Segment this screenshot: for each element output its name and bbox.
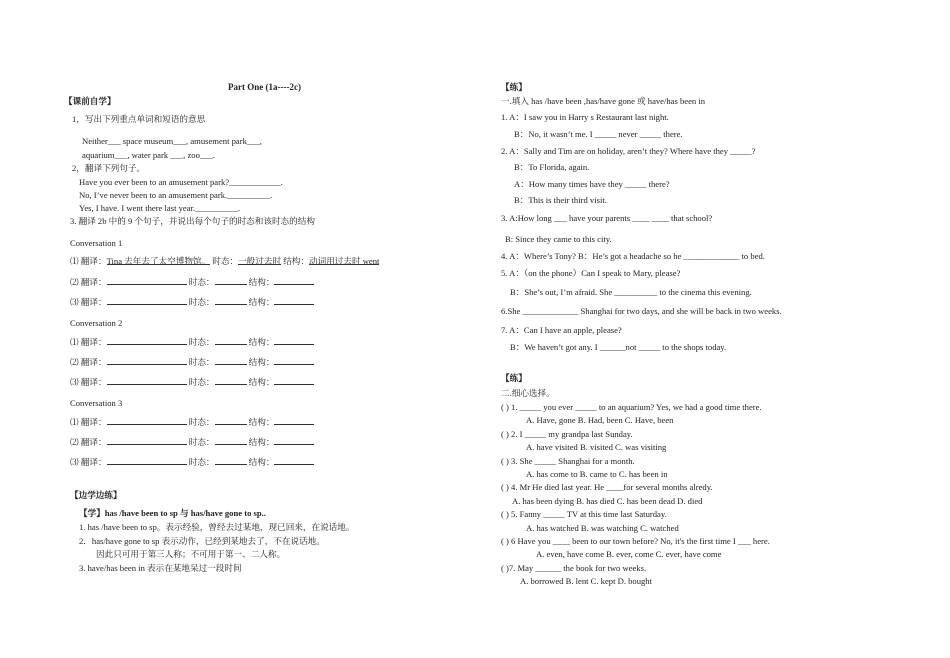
conversation-heading: Conversation 3 xyxy=(70,398,123,408)
exercise-1-line: A：How many times have they _____ there? xyxy=(514,179,670,189)
exercise-1-line: B：We haven’t got any. I ______not _____ to the shops today. xyxy=(510,342,727,352)
sentence-3: Yes, I have. I went there last year.__________. xyxy=(79,203,241,213)
structure-blank[interactable] xyxy=(274,456,314,465)
exercise-2-options: A. Have, gone B. Had, been C. Have, been xyxy=(526,415,674,426)
structure-label: 结构： xyxy=(248,357,275,367)
tense-blank[interactable] xyxy=(215,296,247,305)
tense-blank[interactable] xyxy=(215,436,247,445)
structure-blank[interactable] xyxy=(274,416,314,425)
exercise-2-question: ( ) 2. I _____ my grandpa last Sunday. xyxy=(501,428,633,439)
structure-label: 结构： xyxy=(248,377,275,387)
exercise-2-question: ( ) 4. Mr He died last year. He ____for several months alredy. xyxy=(501,482,713,493)
exercise-1-title: 一.填入 has /have been ,has/have gone 或 have/has been in xyxy=(501,96,706,106)
structure-label: 结构： xyxy=(283,256,309,266)
conversation-heading: Conversation 2 xyxy=(70,318,123,328)
exercise-2-question: ( ) 3. She _____ Shanghai for a month. xyxy=(501,455,635,466)
tense-label: 时态： xyxy=(212,256,239,266)
structure-label: 结构： xyxy=(248,437,275,447)
tense-label: 时态： xyxy=(188,337,215,347)
translation-row xyxy=(70,436,314,448)
translation-blank[interactable] xyxy=(107,436,187,445)
row-number: ⑴ xyxy=(70,417,79,427)
translation-label: 翻译： xyxy=(80,437,107,447)
structure-blank[interactable] xyxy=(274,296,314,305)
row-number: ⑴ xyxy=(70,256,79,266)
translation-label: 翻译： xyxy=(80,457,107,467)
exercise-1-line: 6.She _____________ Shanghai for two days, and she will be back in two weeks. xyxy=(501,306,782,316)
page-title: Part One (1a----2c) xyxy=(228,82,301,92)
structure-label: 结构： xyxy=(248,417,275,427)
task-1-instruction: 1，写出下列重点单词和短语的意思 xyxy=(72,114,206,124)
tense-label: 时态： xyxy=(188,277,215,287)
structure-blank[interactable]: 动词用过去时 went xyxy=(309,256,380,266)
exercise-2-question: ( ) 6 Have you ____ been to our town before? No, it's the first time I ___ here. xyxy=(501,536,770,546)
exercise-1-line: 1. A：I saw you in Harry s Restaurant last night. xyxy=(501,112,669,122)
structure-blank[interactable] xyxy=(274,356,314,365)
tense-blank[interactable] xyxy=(215,276,247,285)
practice-header-1: 【练】 xyxy=(501,82,527,92)
exercise-1-line: 2. A：Sally and Tim are on holiday, aren’t they? Where have they _____? xyxy=(501,146,756,156)
tense-blank[interactable] xyxy=(215,416,247,425)
sentence-1: Have you ever been to an amusement park?____________. xyxy=(79,177,283,187)
tense-label: 时态： xyxy=(188,437,215,447)
exercise-1-line: 7. A：Can I have an apple, please? xyxy=(501,325,622,335)
row-number: ⑵ xyxy=(70,277,79,287)
translation-row xyxy=(70,356,314,368)
translation-blank[interactable] xyxy=(107,416,187,425)
translation-label: 翻译： xyxy=(80,277,107,287)
learn-point-2: 2．has/have gone to sp 表示动作，已经到某地去了，不在说话地。 xyxy=(79,536,325,546)
exercise-1-line: B：This is their third visit. xyxy=(514,195,607,205)
tense-blank[interactable] xyxy=(215,356,247,365)
task-2-instruction: 2，翻译下列句子。 xyxy=(72,163,146,173)
exercise-2-options: A. even, have come B. ever, come C. ever, have come xyxy=(536,549,722,560)
exercise-1-line: B：She’s out, I’m afraid. She __________ to the cinema this evening. xyxy=(510,287,752,297)
tense-blank[interactable] xyxy=(215,336,247,345)
exercise-1-line: B: Since they came to this city. xyxy=(505,234,612,244)
structure-blank[interactable] xyxy=(274,336,314,345)
exercise-1-line: 3. A:How long ___ have your parents ____ ____ that school? xyxy=(501,213,713,223)
row-number: ⑶ xyxy=(70,457,79,467)
translation-blank[interactable]: Tina 去年去了太空博物馆。 xyxy=(106,256,211,266)
translation-label: 翻译： xyxy=(80,297,107,307)
tense-label: 时态： xyxy=(188,357,215,367)
translation-row xyxy=(70,256,379,267)
tense-blank[interactable] xyxy=(215,376,247,385)
exercise-2-options: A. has watched B. was watching C. watched xyxy=(526,522,679,533)
structure-label: 结构： xyxy=(248,277,275,287)
translation-label: 翻译： xyxy=(80,377,107,387)
exercise-1-line: 5. A：（on the phone）Can I speak to Mary, please? xyxy=(501,268,681,278)
exercise-2-options: A. has come to B. came to C. has been in xyxy=(526,469,668,479)
translation-blank[interactable] xyxy=(107,376,187,385)
sentence-2: No, I’ve never been to an amusement park.__________. xyxy=(79,190,273,200)
exercise-2-options: A. has been dying B. has died C. has been dead D. died xyxy=(512,495,703,506)
exercise-2-options: A. borrowed B. lent C. kept D. bought xyxy=(520,576,652,587)
translation-blank[interactable] xyxy=(107,456,187,465)
tense-label: 时态： xyxy=(188,297,215,307)
translation-row xyxy=(70,296,314,308)
structure-label: 结构： xyxy=(248,337,275,347)
row-number: ⑶ xyxy=(70,297,79,307)
learn-subheader: 【学】has /have been to sp 与 has/have gone to sp.. xyxy=(79,508,266,518)
tense-label: 时态： xyxy=(188,377,215,387)
exercise-1-line: 4. A：Where’s Tony? B：He’s got a headache so he _____________ to bed. xyxy=(501,251,765,261)
learn-point-1: 1. has /have been to sp。表示经验，曾经去过某地，现已回来，在说话地。 xyxy=(79,522,355,532)
exercise-2-question: ( ) 5. Fanny _____ TV at this time last Saturday. xyxy=(501,509,667,520)
tense-blank[interactable] xyxy=(215,456,247,465)
translation-row xyxy=(70,416,314,428)
exercise-2-question: ( )7. May ______ the book for two weeks. xyxy=(501,562,647,573)
row-number: ⑵ xyxy=(70,357,79,367)
vocab-line-2: aquarium___, water park ___, zoo___. xyxy=(82,150,215,160)
exercise-2-question: ( ) 1. _____ you ever _____ to an aquarium? Yes, we had a good time there. xyxy=(501,402,762,412)
vocab-line-1: Neither___ space museum___, amusement park___, xyxy=(82,136,262,146)
translation-blank[interactable] xyxy=(107,296,187,305)
exercise-2-title: 二.细心选择。 xyxy=(501,388,555,398)
exercise-1-line: B：No, it wasn’t me. I _____ never _____ there. xyxy=(514,129,683,139)
structure-label: 结构： xyxy=(248,457,275,467)
task-3-instruction: 3. 翻译 2b 中的 9 个句子，并说出每个句子的时态和该时态的结构 xyxy=(70,216,315,226)
tense-blank[interactable]: 一般过去时 xyxy=(238,256,282,266)
exercise-1-line: B：To Florida, again. xyxy=(514,162,590,172)
structure-blank[interactable] xyxy=(274,436,314,445)
learn-practice-header: 【边学边练】 xyxy=(70,490,122,500)
translation-label: 翻译： xyxy=(80,256,107,266)
tense-label: 时态： xyxy=(188,417,215,427)
translation-row xyxy=(70,456,314,468)
structure-label: 结构： xyxy=(248,297,275,307)
translation-blank[interactable] xyxy=(107,276,187,285)
pre-study-header: 【课前自学】 xyxy=(64,96,116,106)
conversation-heading: Conversation 1 xyxy=(70,238,123,248)
practice-header-2: 【练】 xyxy=(501,373,527,383)
row-number: ⑶ xyxy=(70,377,79,387)
translation-row xyxy=(70,336,314,348)
translation-row xyxy=(70,276,314,288)
translation-label: 翻译： xyxy=(80,337,107,347)
learn-point-3: 3. have/has been in 表示在某地呆过一段时间 xyxy=(79,563,242,573)
translation-blank[interactable] xyxy=(107,356,187,365)
translation-blank[interactable] xyxy=(107,336,187,345)
learn-point-2b: 因此只可用于第三人称；不可用于第一、二人称。 xyxy=(96,549,286,559)
exercise-2-options: A. have visited B. visited C. was visiting xyxy=(526,442,667,453)
translation-row xyxy=(70,376,314,388)
tense-label: 时态： xyxy=(188,457,215,467)
structure-blank[interactable] xyxy=(274,276,314,285)
row-number: ⑵ xyxy=(70,437,79,447)
structure-blank[interactable] xyxy=(274,376,314,385)
translation-label: 翻译： xyxy=(80,417,107,427)
translation-label: 翻译： xyxy=(80,357,107,367)
row-number: ⑴ xyxy=(70,337,79,347)
